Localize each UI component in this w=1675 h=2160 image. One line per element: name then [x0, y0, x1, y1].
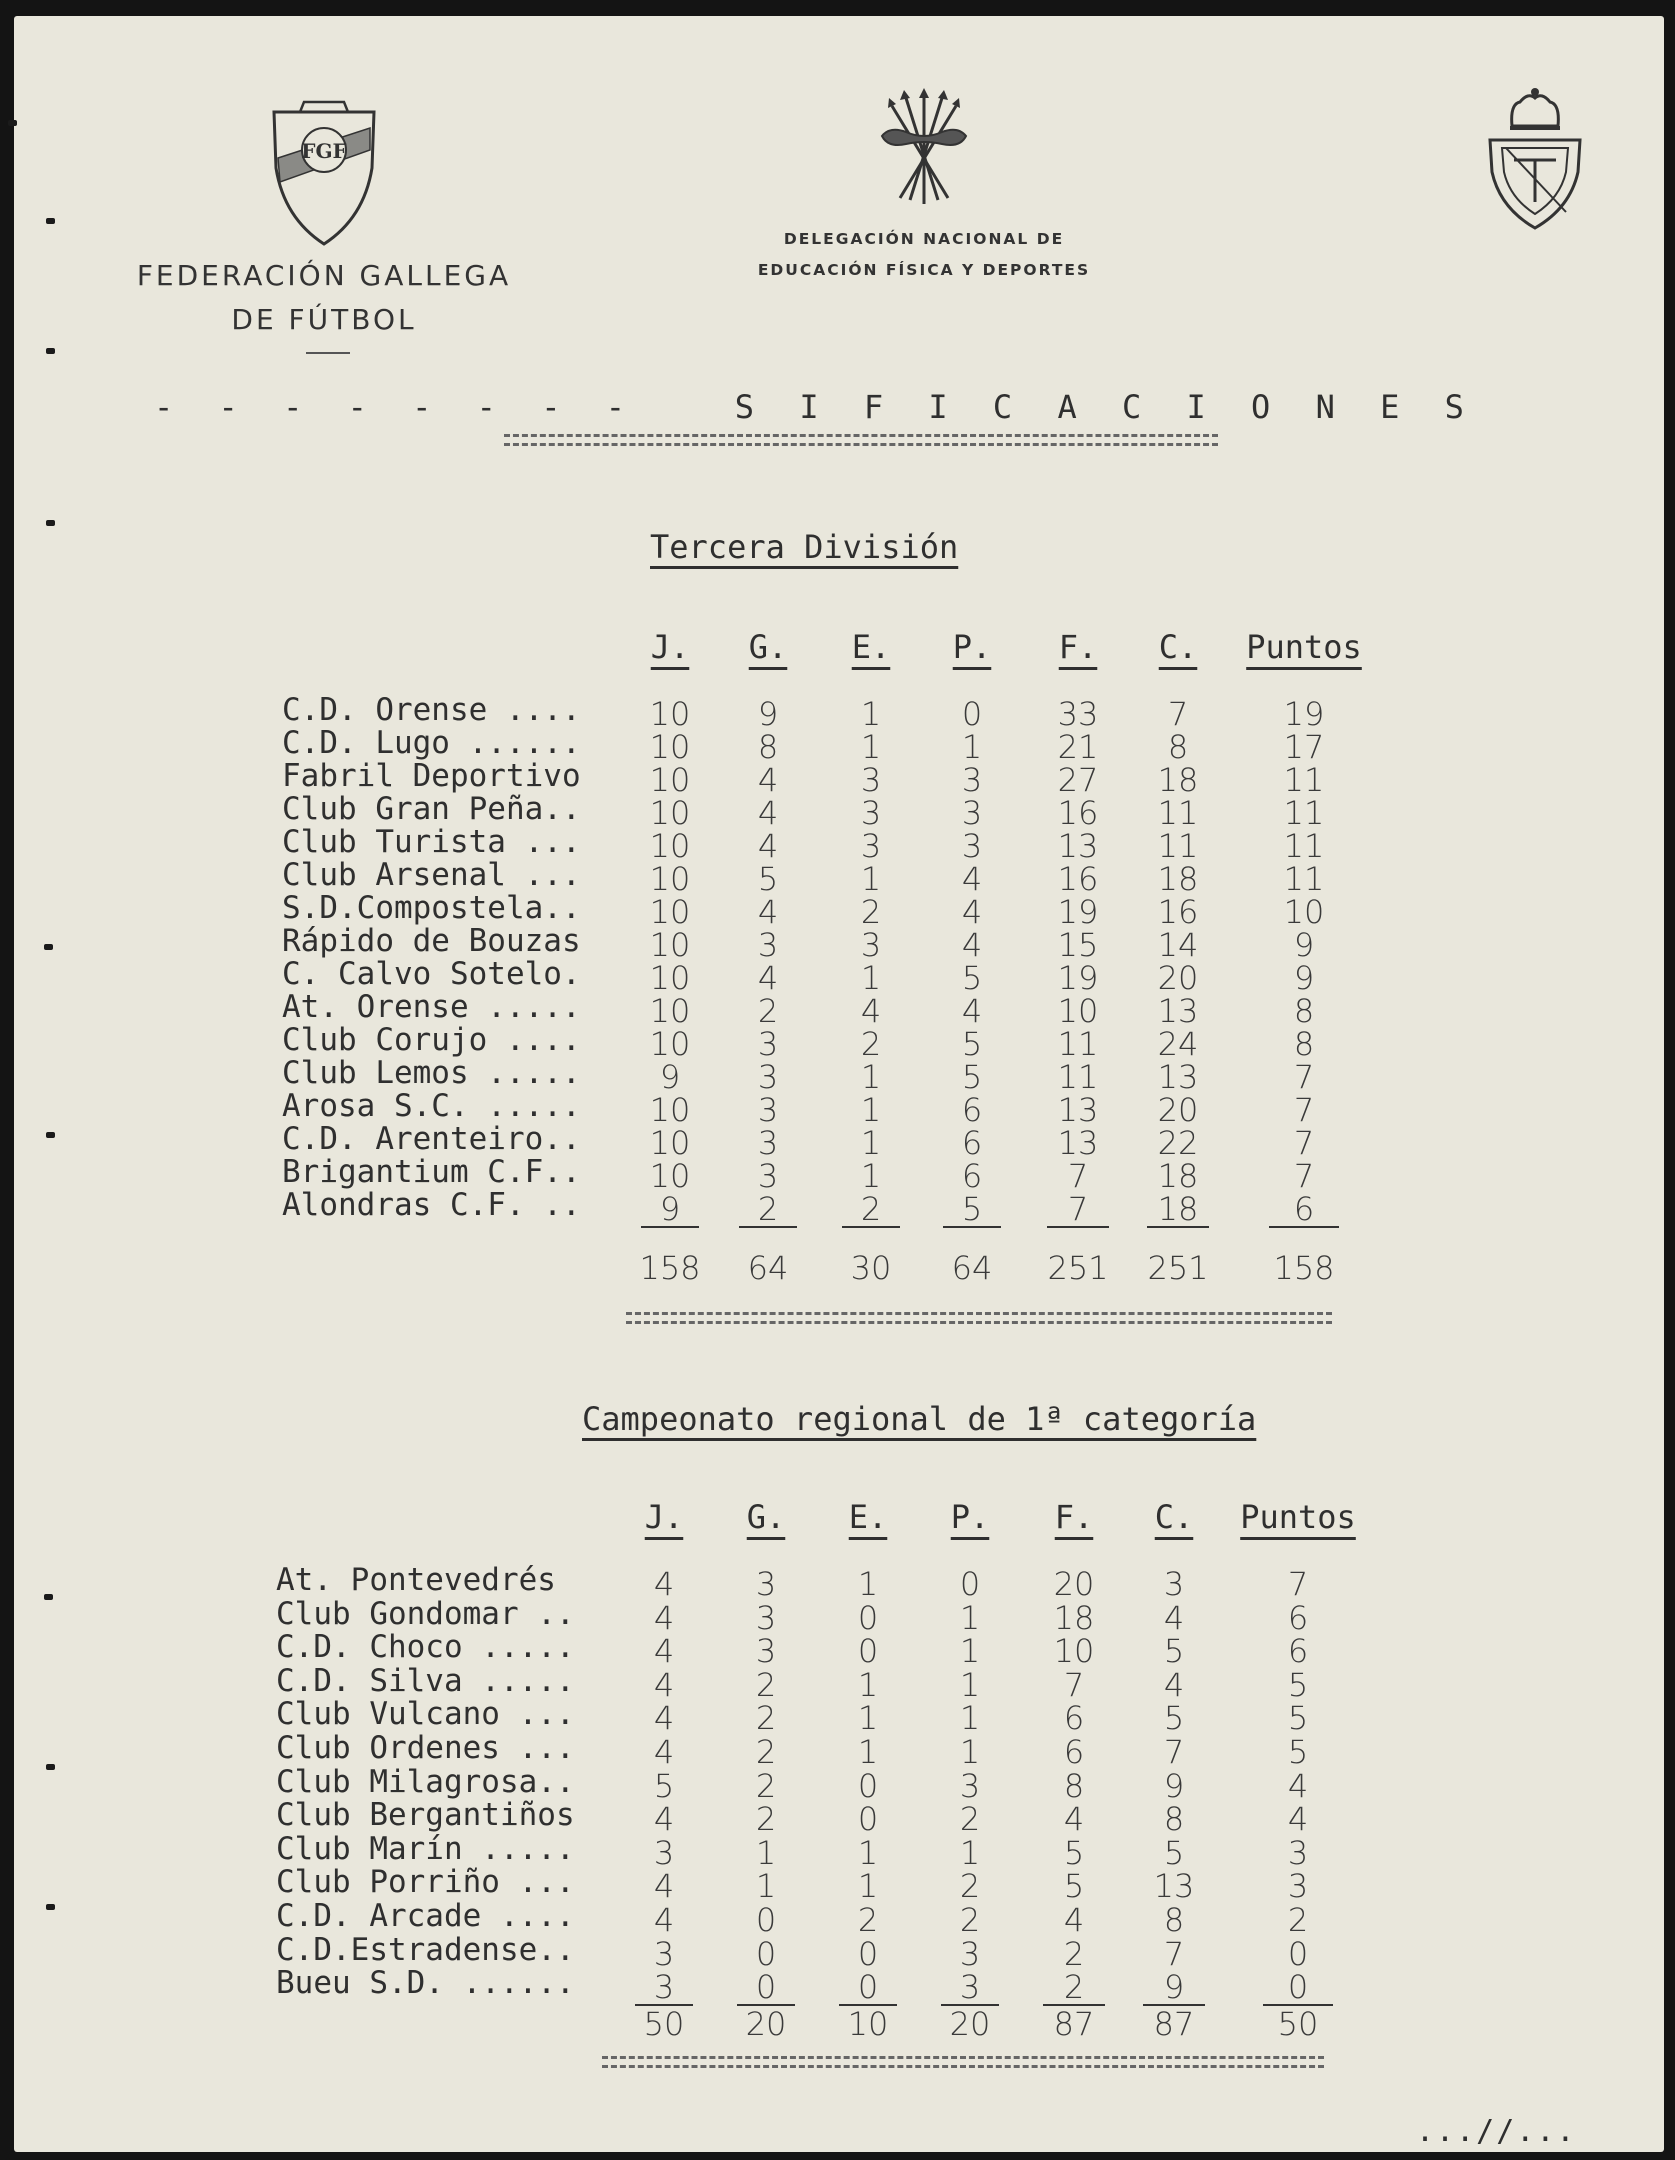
team-name: C.D.Estradense.. [276, 1931, 575, 1968]
cell-puntos: 19 [1283, 695, 1325, 733]
column-header-c: C. [1158, 628, 1198, 666]
cell-g: 0 [755, 1901, 777, 1939]
team-name: Club Vulcano ... [276, 1696, 575, 1733]
cell-g: 9 [757, 695, 779, 733]
cell-p: 3 [959, 1934, 981, 1973]
cell-f: 4 [1063, 1901, 1085, 1939]
total-e: 30 [850, 1249, 892, 1287]
team-name: C.D. Choco ..... [276, 1629, 575, 1666]
team-name: Club Gondomar .. [276, 1595, 575, 1632]
cell-j: 10 [649, 761, 691, 799]
cell-j: 4 [653, 1901, 675, 1939]
cell-g: 1 [755, 1867, 777, 1906]
cell-j: 10 [649, 695, 691, 733]
cell-p: 4 [961, 860, 983, 898]
cell-c: 18 [1157, 1157, 1199, 1195]
cell-p: 6 [961, 1091, 983, 1129]
cell-g: 1 [755, 1833, 777, 1872]
team-name: Club Gran Peña.. [282, 791, 581, 827]
total-j: 50 [643, 2005, 685, 2043]
cell-f: 13 [1057, 827, 1099, 865]
cell-c: 16 [1157, 893, 1199, 931]
cell-puntos: 8 [1293, 1025, 1315, 1063]
team-name: C.D. Silva ..... [276, 1662, 575, 1699]
cell-puntos: 6 [1287, 1598, 1309, 1637]
cell-j: 10 [649, 959, 691, 997]
cell-j: 10 [649, 992, 691, 1030]
team-name: C.D. Orense .... [282, 692, 581, 728]
cell-puntos: 5 [1287, 1665, 1309, 1704]
yoke-arrows-emblem [876, 86, 972, 210]
cell-puntos: 4 [1287, 1766, 1309, 1805]
cell-puntos: 2 [1287, 1901, 1309, 1939]
cell-p: 2 [959, 1800, 981, 1839]
cell-c: 5 [1163, 1833, 1185, 1872]
cell-j: 4 [653, 1733, 675, 1771]
cell-e: 1 [860, 728, 882, 766]
cell-f: 20 [1053, 1565, 1095, 1603]
cell-f: 11 [1057, 1058, 1099, 1096]
cell-j: 4 [653, 1632, 675, 1671]
column-header-puntos: Puntos [1246, 628, 1362, 666]
cell-g: 2 [739, 1193, 797, 1228]
cell-j: 10 [649, 1157, 691, 1195]
total-puntos: 50 [1277, 2005, 1319, 2043]
cell-g: 2 [755, 1665, 777, 1704]
cell-g: 3 [757, 1091, 779, 1129]
document-title: - - - - - - - - S I F I C A C I O N E S [154, 388, 1477, 426]
regional-championship-title: Campeonato regional de 1ª categoría [582, 1400, 1257, 1438]
cell-f: 16 [1057, 794, 1099, 832]
team-name: C.D. Arcade .... [276, 1898, 575, 1934]
cell-c: 18 [1157, 860, 1199, 898]
cell-f: 16 [1057, 860, 1099, 898]
cell-p: 1 [959, 1598, 981, 1637]
cell-c: 13 [1157, 1058, 1199, 1096]
cell-j: 3 [653, 1833, 675, 1872]
cell-p: 2 [959, 1867, 981, 1906]
federation-name-line2: DE FÚTBOL [231, 303, 417, 336]
cell-e: 3 [860, 761, 882, 799]
cell-p: 0 [959, 1565, 981, 1603]
cell-g: 4 [757, 761, 779, 799]
cell-c: 20 [1157, 959, 1199, 997]
total-p: 64 [951, 1249, 993, 1287]
cell-puntos: 11 [1283, 860, 1325, 898]
cell-j: 10 [649, 893, 691, 931]
team-name: C.D. Lugo ...... [282, 725, 581, 761]
punch-hole [46, 218, 55, 224]
cell-g: 2 [755, 1733, 777, 1771]
cell-p: 3 [961, 827, 983, 865]
cell-j: 3 [635, 1971, 693, 2006]
cell-g: 3 [757, 1025, 779, 1063]
cell-e: 2 [860, 893, 882, 931]
cell-c: 11 [1157, 827, 1199, 865]
cell-e: 4 [860, 992, 882, 1030]
punch-hole [46, 520, 55, 526]
cell-g: 3 [757, 1058, 779, 1096]
cell-e: 1 [860, 1157, 882, 1195]
team-name: S.D.Compostela.. [282, 890, 581, 926]
cell-p: 1 [959, 1665, 981, 1704]
cell-puntos: 10 [1283, 893, 1325, 931]
cell-p: 5 [961, 959, 983, 997]
cell-e: 1 [857, 1665, 879, 1704]
team-name: At. Pontevedrés [276, 1562, 556, 1598]
team-name: Club Turista ... [282, 824, 581, 860]
team-name: Alondras C.F. .. [282, 1187, 581, 1223]
cell-g: 5 [757, 860, 779, 898]
cell-g: 3 [757, 1157, 779, 1195]
cell-f: 7 [1063, 1665, 1085, 1704]
team-name: Club Bergantiños [276, 1797, 575, 1834]
cell-c: 14 [1157, 926, 1199, 964]
cell-j: 10 [649, 926, 691, 964]
cell-f: 6 [1063, 1733, 1085, 1771]
tercera-division-title: Tercera División [650, 528, 959, 566]
federation-name [114, 254, 534, 342]
cell-puntos: 7 [1293, 1091, 1315, 1129]
total-c: 251 [1147, 1249, 1209, 1287]
federation-name-line1: FEDERACIÓN GALLEGA [136, 259, 512, 292]
cell-c: 8 [1163, 1800, 1185, 1839]
column-header-e: E. [848, 1498, 888, 1536]
delegation-line2: EDUCACIÓN FÍSICA Y DEPORTES [757, 261, 1091, 279]
cell-e: 1 [860, 1058, 882, 1096]
cell-f: 5 [1063, 1867, 1085, 1906]
cell-puntos: 8 [1293, 992, 1315, 1030]
cell-f: 7 [1047, 1193, 1109, 1228]
cell-f: 19 [1057, 893, 1099, 931]
cell-f: 13 [1057, 1124, 1099, 1162]
column-header-g: G. [746, 1498, 786, 1536]
cell-g: 8 [757, 728, 779, 766]
cell-e: 3 [860, 827, 882, 865]
cell-g: 4 [757, 794, 779, 832]
cell-puntos: 7 [1293, 1157, 1315, 1195]
cell-f: 4 [1063, 1800, 1085, 1839]
column-header-e: E. [851, 628, 891, 666]
cell-p: 5 [943, 1193, 1001, 1228]
document-page [14, 16, 1664, 2152]
cell-j: 4 [653, 1867, 675, 1906]
cell-f: 19 [1057, 959, 1099, 997]
cell-c: 13 [1153, 1867, 1195, 1906]
cell-p: 1 [961, 728, 983, 766]
federation-shield-logo [264, 98, 384, 250]
cell-g: 3 [757, 926, 779, 964]
total-c: 87 [1153, 2005, 1195, 2043]
cell-j: 4 [653, 1800, 675, 1839]
cell-g: 2 [755, 1766, 777, 1805]
team-name: C.D. Arenteiro.. [282, 1121, 581, 1157]
cell-e: 0 [839, 1971, 897, 2006]
punch-hole [46, 348, 55, 354]
cell-c: 5 [1163, 1699, 1185, 1738]
cell-e: 1 [857, 1833, 879, 1872]
cell-g: 4 [757, 893, 779, 931]
cell-puntos: 3 [1287, 1833, 1309, 1872]
cell-e: 0 [857, 1934, 879, 1973]
cell-f: 10 [1053, 1632, 1095, 1671]
cell-f: 11 [1057, 1025, 1099, 1063]
cell-c: 20 [1157, 1091, 1199, 1129]
cell-c: 11 [1157, 794, 1199, 832]
cell-p: 3 [941, 1971, 999, 2006]
cell-c: 24 [1157, 1025, 1199, 1063]
cell-f: 13 [1057, 1091, 1099, 1129]
cell-puntos: 4 [1287, 1800, 1309, 1839]
column-header-j: J. [644, 1498, 684, 1536]
cell-g: 4 [757, 959, 779, 997]
cell-e: 1 [857, 1867, 879, 1906]
cell-j: 10 [649, 860, 691, 898]
cell-e: 3 [860, 926, 882, 964]
team-name: Arosa S.C. ..... [282, 1088, 581, 1124]
column-header-g: G. [748, 628, 788, 666]
cell-puntos: 7 [1293, 1058, 1315, 1096]
punch-hole [46, 1132, 55, 1138]
punch-hole [44, 944, 53, 950]
cell-f: 21 [1057, 728, 1099, 766]
punch-hole [8, 120, 17, 126]
cell-puntos: 3 [1287, 1867, 1309, 1906]
total-p: 20 [949, 2005, 991, 2043]
delegation-name [714, 224, 1134, 286]
cell-f: 2 [1043, 1971, 1105, 2006]
total-puntos: 158 [1273, 1249, 1335, 1287]
tercera-total-rule [626, 1312, 1332, 1324]
team-name: Fabril Deportivo [282, 758, 581, 794]
cell-p: 4 [961, 893, 983, 931]
cell-j: 10 [649, 1025, 691, 1063]
cell-p: 4 [961, 926, 983, 964]
cell-c: 7 [1167, 695, 1189, 733]
total-e: 10 [847, 2005, 889, 2043]
cell-e: 1 [860, 1124, 882, 1162]
cell-c: 8 [1163, 1901, 1185, 1939]
crowned-shield-emblem [1480, 84, 1590, 234]
cell-f: 18 [1053, 1598, 1095, 1637]
cell-puntos: 9 [1293, 926, 1315, 964]
cell-j: 10 [649, 1091, 691, 1129]
cell-puntos: 7 [1293, 1124, 1315, 1162]
cell-p: 1 [959, 1699, 981, 1738]
cell-p: 6 [961, 1157, 983, 1195]
team-name: Rápido de Bouzas [282, 923, 581, 959]
column-header-puntos: Puntos [1240, 1498, 1356, 1536]
cell-puntos: 6 [1269, 1193, 1339, 1228]
cell-c: 7 [1163, 1733, 1185, 1771]
cell-e: 0 [857, 1766, 879, 1805]
cell-g: 3 [755, 1565, 777, 1603]
cell-puntos: 0 [1263, 1971, 1333, 2006]
team-name: At. Orense ..... [282, 989, 581, 1025]
cell-c: 8 [1167, 728, 1189, 766]
cell-puntos: 5 [1287, 1699, 1309, 1738]
team-name: Club Arsenal ... [282, 857, 581, 893]
cell-e: 0 [857, 1800, 879, 1839]
cell-puntos: 7 [1287, 1565, 1309, 1603]
cell-g: 0 [755, 1934, 777, 1973]
total-f: 251 [1047, 1249, 1109, 1287]
cell-e: 2 [842, 1193, 900, 1228]
cell-e: 0 [857, 1632, 879, 1671]
cell-f: 8 [1063, 1766, 1085, 1805]
cell-e: 0 [857, 1598, 879, 1637]
cell-j: 10 [649, 794, 691, 832]
cell-j: 4 [653, 1665, 675, 1704]
cell-f: 2 [1063, 1934, 1085, 1973]
cell-p: 5 [961, 1025, 983, 1063]
cell-c: 13 [1157, 992, 1199, 1030]
team-name: Club Marín ..... [276, 1830, 575, 1867]
cell-e: 1 [857, 1699, 879, 1738]
cell-puntos: 9 [1293, 959, 1315, 997]
cell-j: 3 [653, 1934, 675, 1973]
cell-p: 1 [959, 1632, 981, 1671]
cell-c: 18 [1147, 1193, 1209, 1228]
cell-p: 2 [959, 1901, 981, 1939]
cell-c: 18 [1157, 761, 1199, 799]
cell-c: 9 [1143, 1971, 1205, 2006]
cell-j: 9 [659, 1058, 681, 1096]
cell-p: 3 [961, 794, 983, 832]
cell-e: 1 [860, 695, 882, 733]
cell-g: 3 [755, 1632, 777, 1671]
total-g: 64 [747, 1249, 789, 1287]
cell-f: 33 [1057, 695, 1099, 733]
team-name: Club Corujo .... [282, 1022, 581, 1058]
cell-f: 27 [1057, 761, 1099, 799]
cell-p: 1 [959, 1833, 981, 1872]
cell-puntos: 5 [1287, 1733, 1309, 1771]
cell-e: 1 [860, 860, 882, 898]
cell-g: 0 [737, 1971, 795, 2006]
cell-g: 2 [755, 1699, 777, 1738]
cell-g: 3 [757, 1124, 779, 1162]
cell-f: 6 [1063, 1699, 1085, 1738]
punch-hole [46, 1904, 55, 1910]
cell-p: 5 [961, 1058, 983, 1096]
cell-c: 5 [1163, 1632, 1185, 1671]
cell-f: 15 [1057, 926, 1099, 964]
title-double-rule [504, 434, 1218, 446]
cell-j: 4 [653, 1565, 675, 1603]
regional-total-rule [602, 2056, 1324, 2068]
cell-g: 2 [755, 1800, 777, 1839]
cell-e: 2 [860, 1025, 882, 1063]
cell-puntos: 11 [1283, 761, 1325, 799]
punch-hole [44, 1594, 53, 1600]
cell-puntos: 17 [1283, 728, 1325, 766]
cell-c: 22 [1157, 1124, 1199, 1162]
cell-puntos: 11 [1283, 827, 1325, 865]
page-continuation-mark: ...//... [1416, 2114, 1577, 2149]
cell-puntos: 11 [1283, 794, 1325, 832]
cell-j: 4 [653, 1598, 675, 1637]
cell-j: 10 [649, 728, 691, 766]
team-name: Club Lemos ..... [282, 1055, 581, 1091]
column-header-c: C. [1154, 1498, 1194, 1536]
cell-p: 1 [959, 1733, 981, 1771]
cell-j: 10 [649, 827, 691, 865]
total-g: 20 [745, 2005, 787, 2043]
cell-g: 4 [757, 827, 779, 865]
cell-f: 7 [1067, 1157, 1089, 1195]
cell-e: 1 [860, 1091, 882, 1129]
cell-f: 5 [1063, 1833, 1085, 1872]
cell-c: 3 [1163, 1565, 1185, 1603]
federation-underline [306, 352, 350, 354]
cell-j: 4 [653, 1699, 675, 1738]
shield-letters: FGF [301, 139, 347, 163]
team-name: Club Ordenes ... [276, 1730, 575, 1766]
cell-e: 3 [860, 794, 882, 832]
team-name: Club Milagrosa.. [276, 1763, 575, 1800]
delegation-line1: DELEGACIÓN NACIONAL DE [783, 230, 1065, 248]
cell-e: 1 [860, 959, 882, 997]
total-j: 158 [639, 1249, 701, 1287]
punch-hole [46, 1764, 55, 1770]
cell-c: 7 [1163, 1934, 1185, 1973]
cell-p: 4 [961, 992, 983, 1030]
cell-e: 2 [857, 1901, 879, 1939]
cell-j: 9 [641, 1193, 699, 1228]
team-name: Brigantium C.F.. [282, 1154, 581, 1190]
total-f: 87 [1053, 2005, 1095, 2043]
cell-puntos: 6 [1287, 1632, 1309, 1671]
cell-c: 4 [1163, 1665, 1185, 1704]
cell-f: 10 [1057, 992, 1099, 1030]
cell-p: 0 [961, 695, 983, 733]
column-header-p: P. [950, 1498, 990, 1536]
cell-e: 1 [857, 1733, 879, 1771]
cell-puntos: 0 [1287, 1934, 1309, 1973]
column-header-j: J. [650, 628, 690, 666]
team-name: C. Calvo Sotelo. [282, 956, 581, 992]
cell-c: 9 [1163, 1766, 1185, 1805]
cell-p: 3 [959, 1766, 981, 1805]
cell-g: 3 [755, 1598, 777, 1637]
column-header-f: F. [1054, 1498, 1094, 1536]
cell-p: 3 [961, 761, 983, 799]
cell-c: 4 [1163, 1598, 1185, 1637]
cell-e: 1 [857, 1565, 879, 1603]
team-name: Bueu S.D. ...... [276, 1965, 575, 2002]
column-header-f: F. [1058, 628, 1098, 666]
column-header-p: P. [952, 628, 992, 666]
cell-j: 10 [649, 1124, 691, 1162]
cell-g: 2 [757, 992, 779, 1030]
team-name: Club Porriño ... [276, 1864, 575, 1901]
cell-p: 6 [961, 1124, 983, 1162]
cell-j: 5 [653, 1766, 675, 1805]
